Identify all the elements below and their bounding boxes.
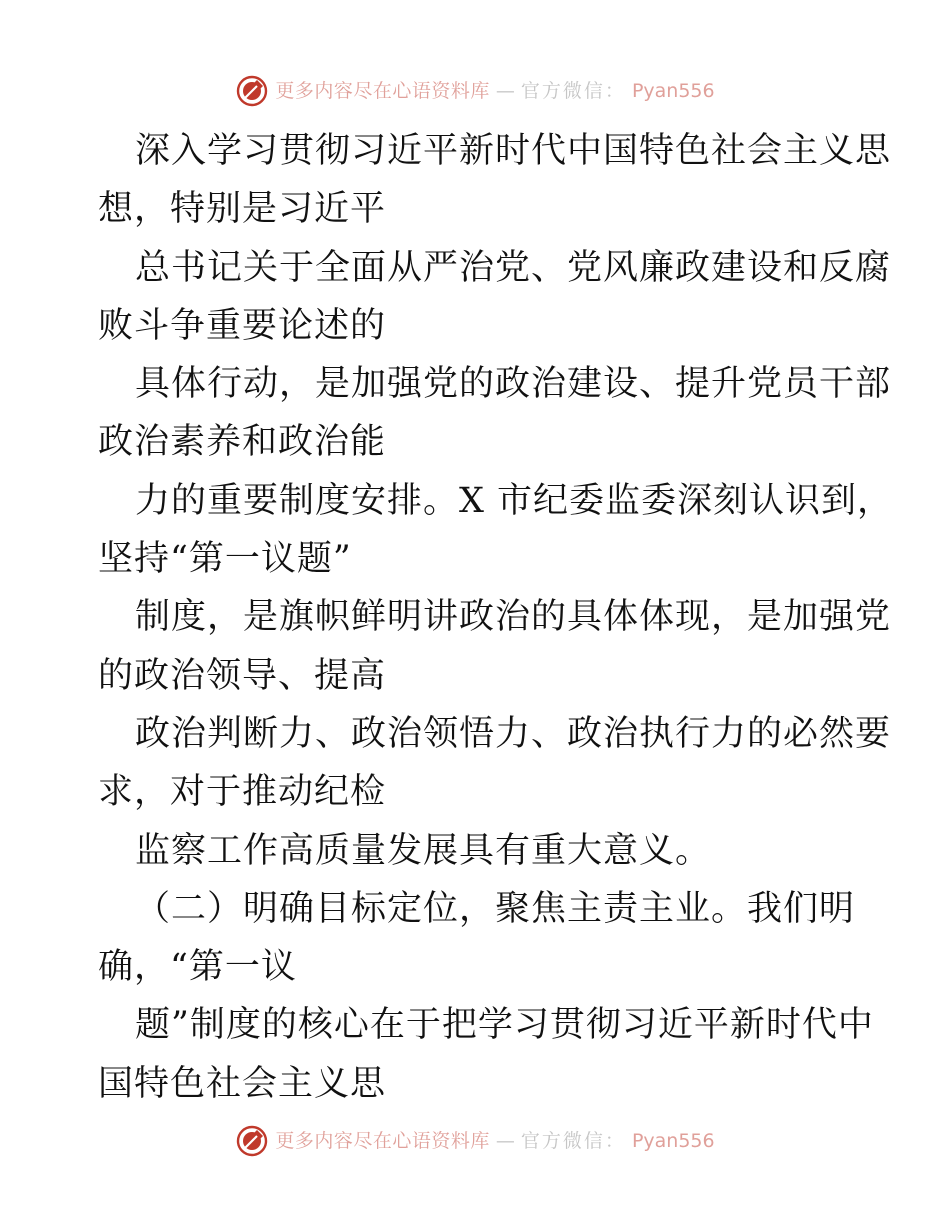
text-line: 政治素养和政治能	[98, 422, 387, 463]
banner-wechat-label: 官方微信：	[520, 1129, 626, 1152]
text-line: 求，对于推动纪检	[98, 772, 387, 813]
footer-banner	[0, 1121, 950, 1161]
text-line: 想，特别是习近平	[98, 189, 387, 230]
text-line: 坚持“第一议题”	[98, 539, 352, 580]
banner-dash: —	[495, 79, 515, 102]
pen-circle-logo-icon	[235, 1124, 269, 1158]
text-line: 力的重要制度安排。X 市纪委监委深刻认识到，	[135, 480, 894, 521]
pen-circle-logo-icon	[235, 74, 269, 108]
text-line: （二）明确目标定位，聚焦主责主业。我们明	[135, 888, 856, 929]
text-line: 题”制度的核心在于把学习贯彻习近平新时代中	[135, 1005, 874, 1046]
text-line: 具体行动，是加强党的政治建设、提升党员干部	[135, 364, 892, 405]
banner-dash: —	[495, 1129, 515, 1152]
banner-wechat-id: Pyan556	[631, 79, 715, 102]
text-line: 的政治领导、提高	[98, 655, 387, 696]
text-line: 政治判断力、政治领悟力、政治执行力的必然要	[135, 713, 892, 754]
text-line: 确，“第一议	[98, 947, 297, 988]
banner-title: 更多内容尽在心语资料库	[275, 79, 490, 102]
text-line: 监察工作高质量发展具有重大意义。	[135, 830, 712, 871]
text-line: 制度，是旗帜鲜明讲政治的具体体现，是加强党	[135, 597, 892, 638]
banner-title: 更多内容尽在心语资料库	[275, 1129, 490, 1152]
header-banner	[0, 71, 950, 111]
body-text	[98, 122, 894, 1113]
text-line: 总书记关于全面从严治党、党风廉政建设和反腐	[135, 247, 892, 288]
text-line: 国特色社会主义思	[98, 1063, 387, 1104]
banner-wechat-label: 官方微信：	[520, 79, 626, 102]
text-line: 败斗争重要论述的	[98, 305, 387, 346]
banner-wechat-id: Pyan556	[631, 1129, 715, 1152]
text-line: 深入学习贯彻习近平新时代中国特色社会主义思	[135, 131, 892, 171]
